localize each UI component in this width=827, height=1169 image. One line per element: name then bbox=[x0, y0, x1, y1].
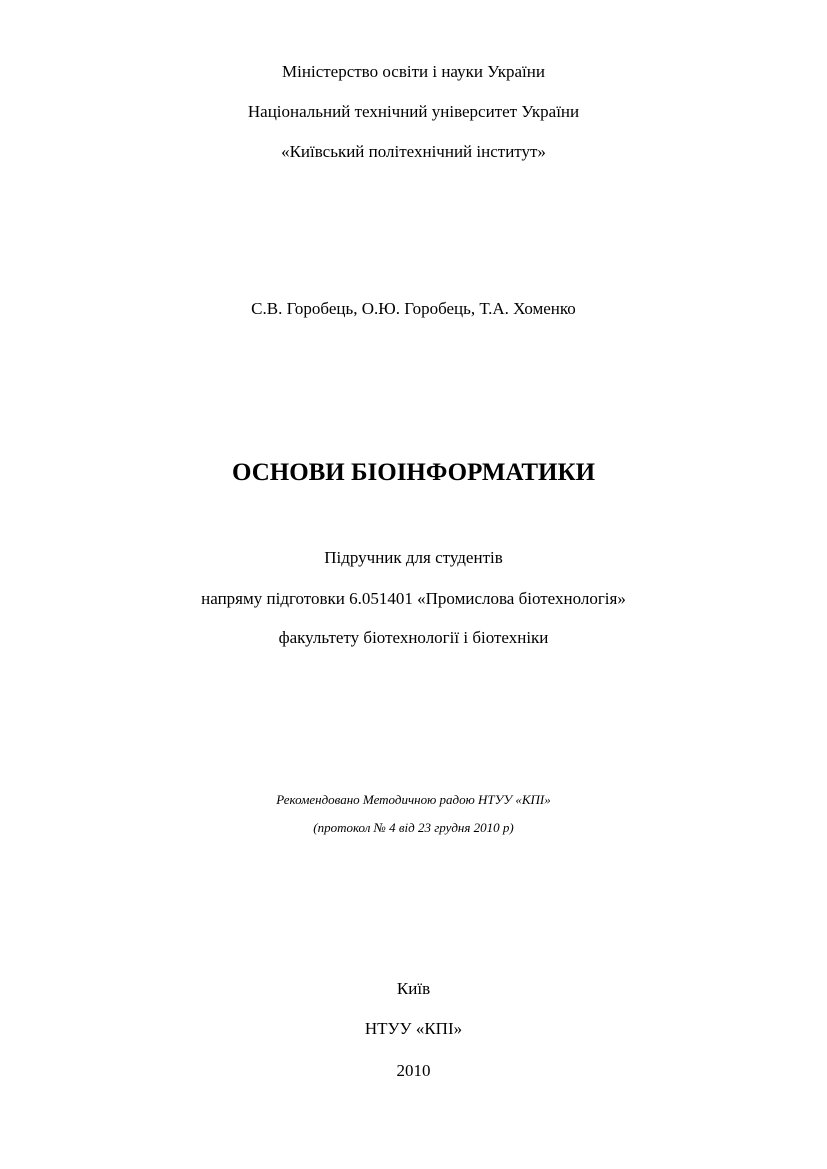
authors: С.В. Горобець, О.Ю. Горобець, Т.А. Хоменко bbox=[251, 299, 576, 318]
university-name: Національний технічний університет України bbox=[247, 102, 580, 121]
imprint-year: 2010 bbox=[396, 1061, 431, 1080]
imprint-publisher: НТУУ «КПІ» bbox=[364, 1019, 463, 1038]
subtitle-line-3: факультету біотехнології і біотехніки bbox=[278, 628, 549, 647]
imprint-city: Київ bbox=[396, 979, 431, 998]
subtitle-line-2: напряму підготовки 6.051401 «Промислова біотехнологія» bbox=[201, 589, 626, 608]
recommendation-line-1: Рекомендовано Методичною радою НТУУ «КПІ» bbox=[276, 792, 551, 807]
subtitle-line-1: Підручник для студентів bbox=[324, 548, 503, 567]
ministry-name: Міністерство освіти і науки України bbox=[282, 62, 545, 81]
recommendation-line-2: (протокол № 4 від 23 грудня 2010 р) bbox=[313, 820, 514, 835]
book-title: ОСНОВИ БІОІНФОРМАТИКИ bbox=[231, 459, 596, 486]
institute-name: «Київський політехнічний інститут» bbox=[281, 142, 546, 161]
